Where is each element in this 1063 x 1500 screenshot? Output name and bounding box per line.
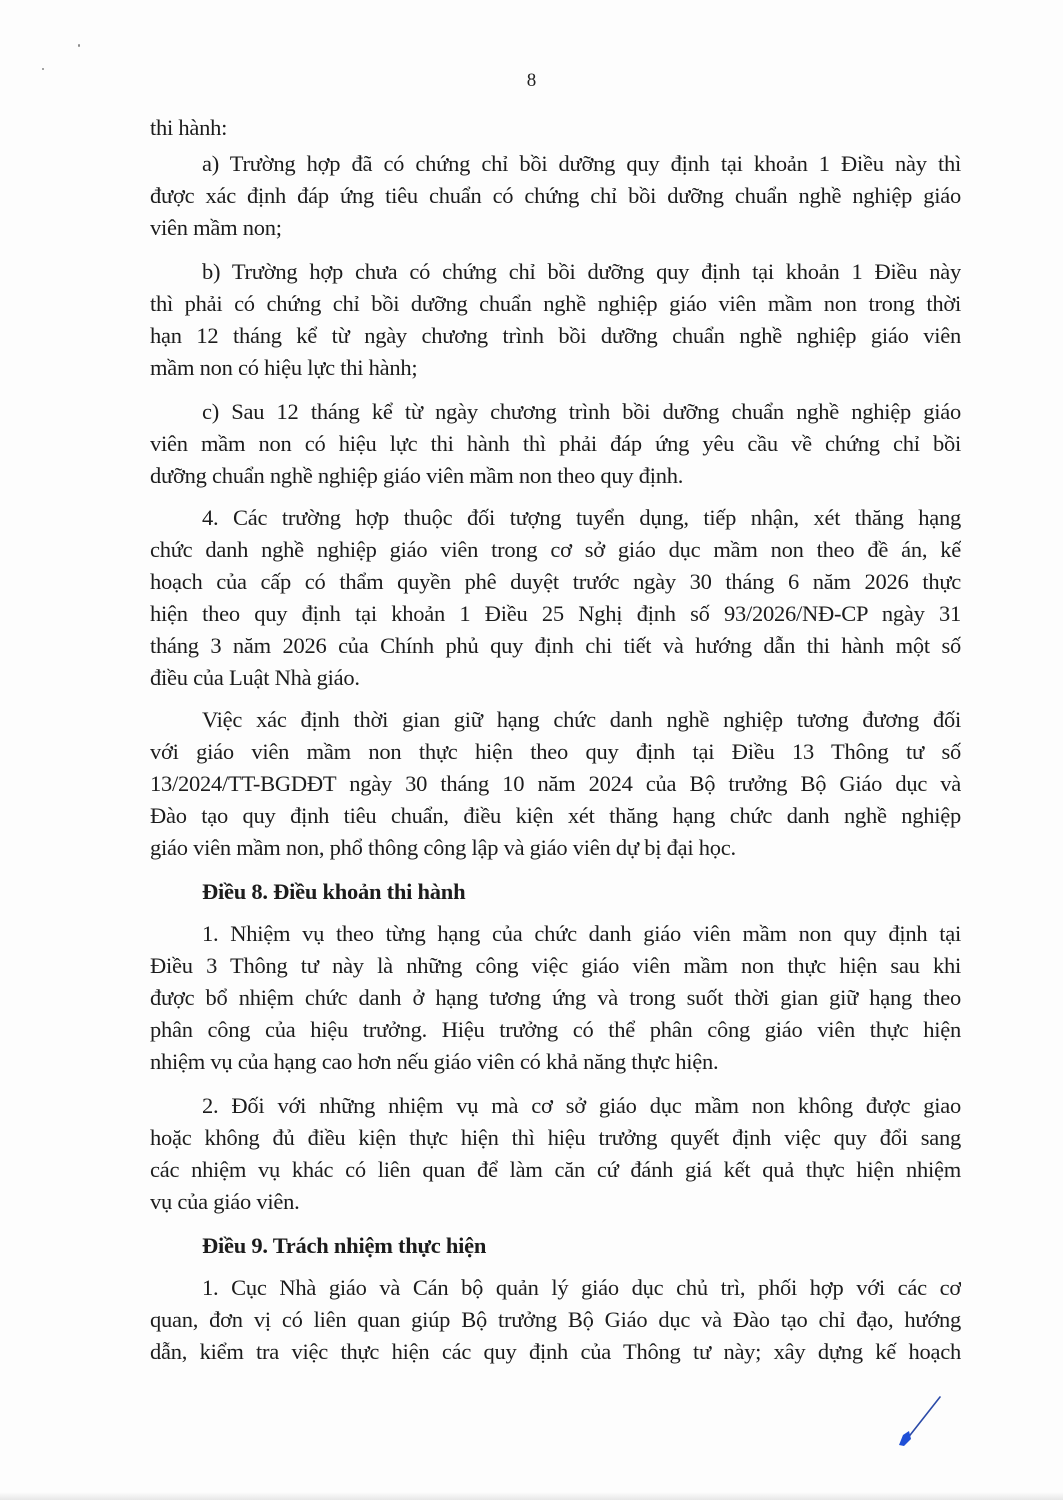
text-line: Việc xác định thời gian giữ hạng chức danh nghề nghiệp tương đương đối <box>202 707 961 732</box>
text-line: b) Trường hợp chưa có chứng chỉ bồi dưỡng quy định tại khoản 1 Điều này <box>202 259 961 284</box>
text-line: c) Sau 12 tháng kể từ ngày chương trình bồi dưỡng chuẩn nghề nghiệp giáo <box>202 399 961 424</box>
pen-check-mark-icon <box>895 1395 945 1450</box>
text-line: nhiệm vụ của hạng cao hơn nếu giáo viên có khả năng thực hiện. <box>150 1049 719 1074</box>
text-line: quan, đơn vị có liên quan giúp Bộ trưởng Bộ Giáo dục và Đào tạo chỉ đạo, hướng <box>150 1307 961 1332</box>
text-line: thi hành: <box>150 115 228 140</box>
text-line: viên mầm non; <box>150 215 282 240</box>
text-line: thì phải có chứng chỉ bồi dưỡng chuẩn nghề nghiệp giáo viên mầm non trong thời <box>150 291 961 316</box>
text-line: phân công của hiệu trưởng. Hiệu trưởng có thể phân công giáo viên thực hiện <box>150 1017 961 1042</box>
scan-speck <box>78 44 80 47</box>
text-line: a) Trường hợp đã có chứng chỉ bồi dưỡng quy định tại khoản 1 Điều này thì <box>202 151 961 176</box>
text-line: viên mầm non có hiệu lực thi hành thì phải đáp ứng yêu cầu về chứng chỉ bồi <box>150 431 961 456</box>
text-line: tháng 3 năm 2026 của Chính phủ quy định chi tiết và hướng dẫn thi hành một số <box>150 633 961 658</box>
text-line: dẫn, kiểm tra việc thực hiện các quy định của Thông tư này; xây dựng kế hoạch <box>150 1339 961 1364</box>
page-number: 8 <box>526 70 537 91</box>
text-line: Điều 3 Thông tư này là những công việc giáo viên mầm non thực hiện sau khi <box>150 953 961 978</box>
article-heading: Điều 9. Trách nhiệm thực hiện <box>202 1233 487 1258</box>
text-line: mầm non có hiệu lực thi hành; <box>150 355 418 380</box>
text-line: các nhiệm vụ khác có liên quan để làm căn cứ đánh giá kết quả thực hiện nhiệm <box>150 1157 961 1182</box>
text-line: giáo viên mầm non, phổ thông công lập và giáo viên dự bị đại học. <box>150 835 736 860</box>
text-line: chức danh nghề nghiệp giáo viên trong cơ sở giáo dục mầm non theo đề án, kế <box>150 537 961 562</box>
scan-bottom-edge <box>0 1492 1063 1500</box>
text-line: với giáo viên mầm non thực hiện theo quy định tại Điều 13 Thông tư số <box>150 739 961 764</box>
article-heading: Điều 8. Điều khoản thi hành <box>202 879 466 904</box>
text-line: hoạch của cấp có thẩm quyền phê duyệt trước ngày 30 tháng 6 năm 2026 thực <box>150 569 961 594</box>
text-line: 13/2024/TT-BGDĐT ngày 30 tháng 10 năm 2024 của Bộ trưởng Bộ Giáo dục và <box>150 771 961 796</box>
text-line: được bổ nhiệm chức danh ở hạng tương ứng và trong suốt thời gian giữ hạng theo <box>150 985 961 1010</box>
text-line: 4. Các trường hợp thuộc đối tượng tuyển dụng, tiếp nhận, xét thăng hạng <box>202 505 961 530</box>
text-line: 1. Nhiệm vụ theo từng hạng của chức danh giáo viên mầm non quy định tại <box>202 921 961 946</box>
text-line: 1. Cục Nhà giáo và Cán bộ quản lý giáo dục chủ trì, phối hợp với các cơ <box>202 1275 961 1300</box>
text-line: vụ của giáo viên. <box>150 1189 300 1214</box>
text-line: 2. Đối với những nhiệm vụ mà cơ sở giáo dục mầm non không được giao <box>202 1093 961 1118</box>
text-line: hoặc không đủ điều kiện thực hiện thì hiệu trưởng quyết định việc quy đổi sang <box>150 1125 961 1150</box>
text-line: hạn 12 tháng kể từ ngày chương trình bồi dưỡng chuẩn nghề nghiệp giáo viên <box>150 323 961 348</box>
text-line: dưỡng chuẩn nghề nghiệp giáo viên mầm non theo quy định. <box>150 463 684 488</box>
text-line: được xác định đáp ứng tiêu chuẩn có chứng chỉ bồi dưỡng chuẩn nghề nghiệp giáo <box>150 183 961 208</box>
text-line: điều của Luật Nhà giáo. <box>150 665 360 690</box>
text-line: Đào tạo quy định tiêu chuẩn, điều kiện xét thăng hạng chức danh nghề nghiệp <box>150 803 961 828</box>
text-line: hiện theo quy định tại khoản 1 Điều 25 Nghị định số 93/2026/NĐ-CP ngày 31 <box>150 601 961 626</box>
